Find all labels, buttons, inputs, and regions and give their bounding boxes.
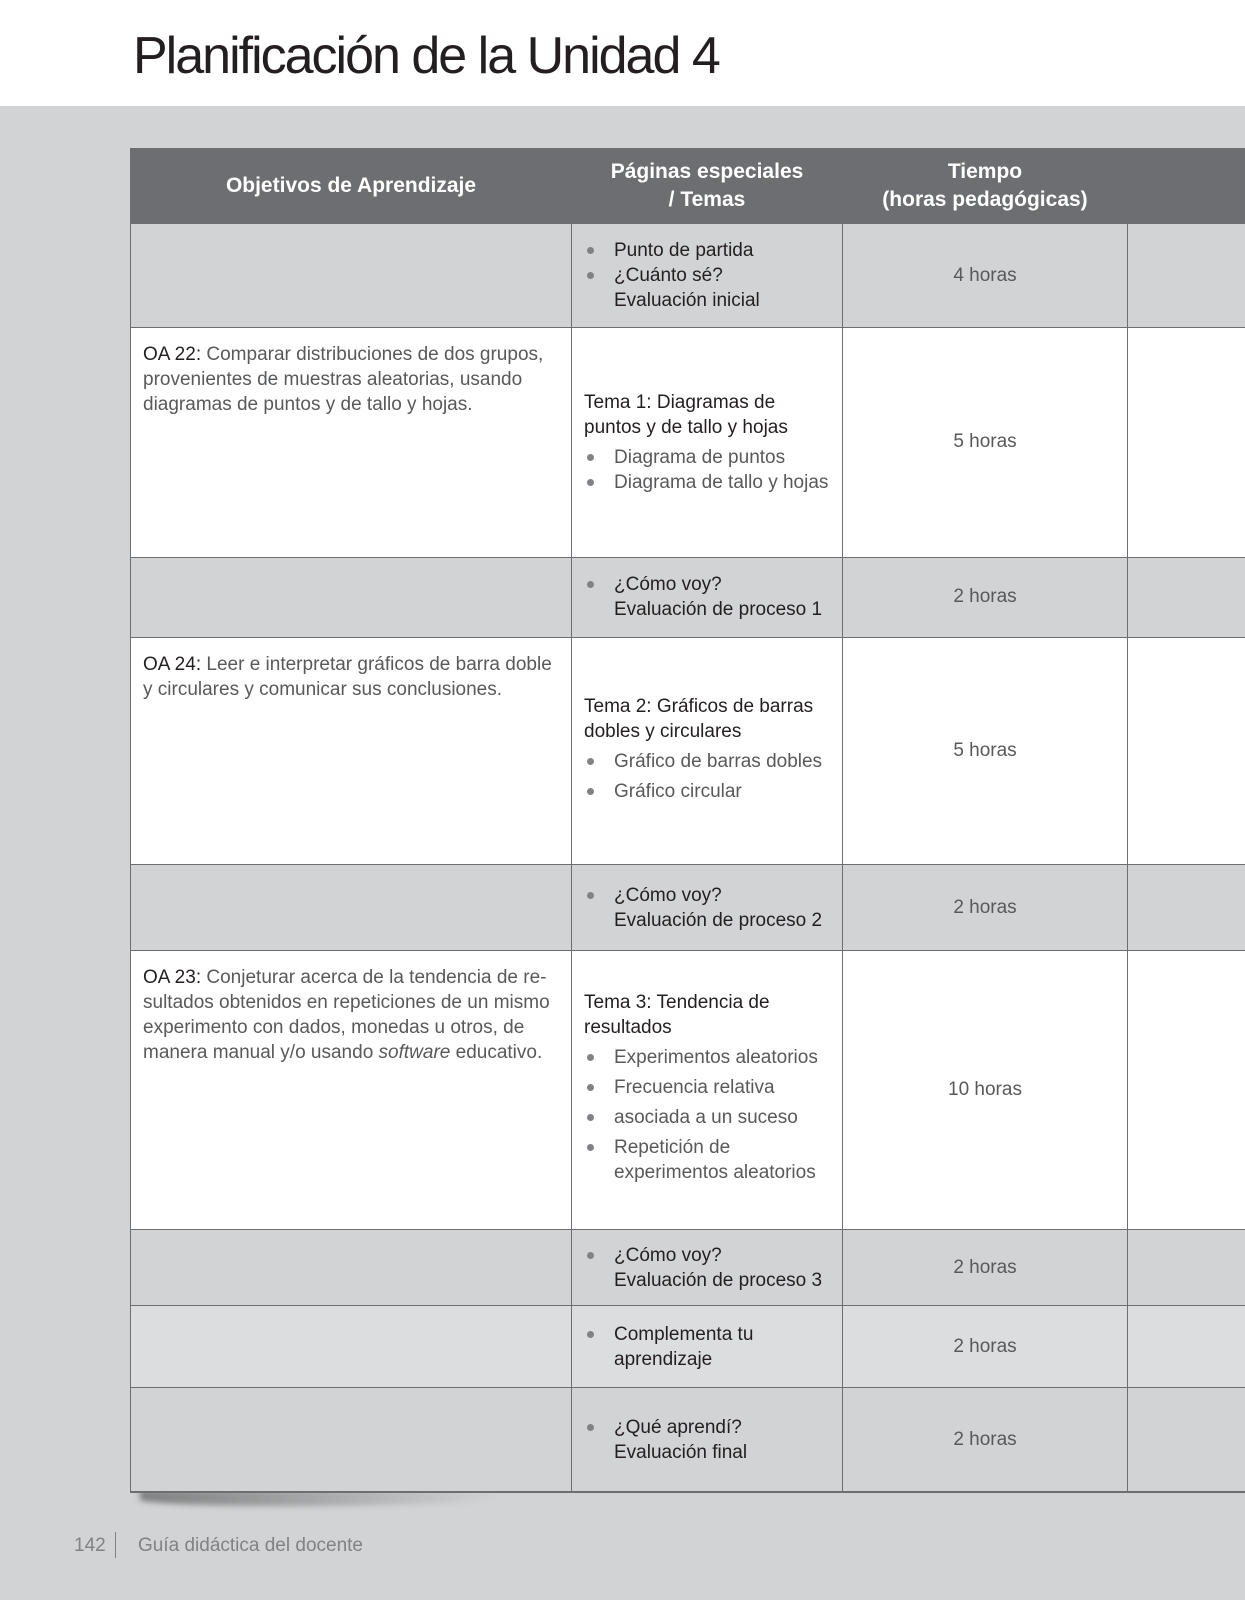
list-item-text: Complementa tu xyxy=(614,1323,754,1345)
objective-text: Conjeturar acerca de la tendencia de re- sultados obtenidos en repeticiones de un mismo experimento con dados, monedas u otros, de manera manual y/o usando xyxy=(143,967,550,1064)
list-item-continuation: experimentos aleatorios xyxy=(614,1162,816,1184)
list-item-continuation: Evaluación final xyxy=(614,1441,748,1463)
time-cell: 5 horas xyxy=(843,637,1128,864)
list-item-continuation: Evaluación de proceso 2 xyxy=(614,909,823,931)
list-item-text: ¿Cómo voy? xyxy=(614,884,722,906)
extra-cell xyxy=(1128,637,1245,864)
topic-title xyxy=(584,990,830,1040)
list-item-continuation: Evaluación inicial xyxy=(614,290,760,312)
footer-page-number: 142 xyxy=(74,1535,106,1556)
extra-cell xyxy=(1128,865,1245,951)
pages-cell xyxy=(572,951,843,1230)
pages-list xyxy=(584,445,830,495)
list-item: Experimentos aleatorios xyxy=(584,1045,830,1070)
list-item: Frecuencia relativa xyxy=(584,1075,830,1100)
topic-line: Tema 3: Tendencia de xyxy=(584,992,770,1014)
header-pages-line1: Páginas especiales xyxy=(610,160,804,183)
table-row xyxy=(131,557,1245,637)
list-item-continuation: aprendizaje xyxy=(614,1348,713,1370)
pages-cell xyxy=(572,865,843,951)
list-item-text: ¿Qué aprendí? xyxy=(614,1416,742,1438)
list-item-text: ¿Cuánto sé? xyxy=(614,265,723,287)
footer-divider xyxy=(115,1532,116,1558)
pages-cell xyxy=(572,224,843,328)
objective-cell xyxy=(131,637,572,864)
list-item-text: ¿Cómo voy? xyxy=(614,1244,722,1266)
topic-title xyxy=(584,694,830,744)
table-row xyxy=(131,1388,1245,1492)
topic-title xyxy=(584,390,830,440)
time-cell: 2 horas xyxy=(843,1229,1128,1305)
pages-list xyxy=(584,1243,830,1293)
pages-cell xyxy=(572,1388,843,1492)
objective-cell xyxy=(131,328,572,557)
extra-cell xyxy=(1128,328,1245,557)
pages-cell xyxy=(572,1306,843,1388)
objective-code: OA 23: xyxy=(143,967,202,989)
header-pages-line2: / Temas xyxy=(668,188,746,211)
table-row xyxy=(131,637,1245,864)
list-item: Gráfico circular xyxy=(584,779,830,804)
time-cell: 5 horas xyxy=(843,328,1128,557)
topic-line: puntos y de tallo y hojas xyxy=(584,416,788,438)
list-item: Diagrama de tallo y hojas xyxy=(584,470,830,495)
list-item xyxy=(584,883,830,933)
planning-table xyxy=(130,148,1245,1493)
list-item-continuation: Evaluación de proceso 3 xyxy=(614,1269,823,1291)
table-row xyxy=(131,1229,1245,1305)
extra-cell xyxy=(1128,224,1245,328)
extra-cell xyxy=(1128,557,1245,637)
pages-list xyxy=(584,1415,830,1465)
objective-code: OA 24: xyxy=(143,653,202,675)
objective-text: Leer e interpretar gráficos de barra doble y circulares y comunicar sus conclusiones. xyxy=(143,653,552,700)
table-row xyxy=(131,865,1245,951)
list-item xyxy=(584,572,830,622)
list-item xyxy=(584,263,830,313)
objective-cell xyxy=(131,1229,572,1305)
time-cell: 4 horas xyxy=(843,224,1128,328)
time-cell: 2 horas xyxy=(843,1388,1128,1492)
time-cell: 10 horas xyxy=(843,951,1128,1230)
header-time xyxy=(843,149,1128,224)
table-row xyxy=(131,951,1245,1230)
table-row xyxy=(131,328,1245,557)
pages-list xyxy=(584,1045,830,1185)
objective-text-italic: software xyxy=(378,1042,451,1064)
objective-text: Comparar distribuciones de dos grupos, provenientes de muestras aleatorias, usando diagramas de puntos y de tallo y hojas. xyxy=(143,344,544,416)
table-row xyxy=(131,224,1245,328)
page-title: Planificación de la Unidad 4 xyxy=(133,27,719,85)
extra-cell xyxy=(1128,1388,1245,1492)
header-objectives: Objetivos de Aprendizaje xyxy=(131,149,572,224)
list-item: Diagrama de puntos xyxy=(584,445,830,470)
pages-cell xyxy=(572,328,843,557)
list-item-text: ¿Cómo voy? xyxy=(614,574,722,596)
objective-cell xyxy=(131,1306,572,1388)
list-item: Punto de partida xyxy=(584,238,830,263)
pages-list xyxy=(584,238,830,313)
topic-line: Tema 1: Diagramas de xyxy=(584,391,776,413)
header-pages xyxy=(572,149,843,224)
pages-cell xyxy=(572,637,843,864)
objective-cell xyxy=(131,1388,572,1492)
extra-cell xyxy=(1128,1306,1245,1388)
time-cell: 2 horas xyxy=(843,557,1128,637)
time-cell: 2 horas xyxy=(843,1306,1128,1388)
table-row xyxy=(131,1306,1245,1388)
extra-cell xyxy=(1128,1229,1245,1305)
list-item xyxy=(584,1322,830,1372)
pages-list xyxy=(584,1322,830,1372)
topic-line: resultados xyxy=(584,1017,672,1039)
pages-list xyxy=(584,749,830,804)
topic-line: dobles y circulares xyxy=(584,720,742,742)
table-header-row xyxy=(131,149,1245,224)
objective-cell xyxy=(131,951,572,1230)
header-time-line1: Tiempo xyxy=(947,160,1023,183)
list-item xyxy=(584,1415,830,1465)
list-item-text: Repetición de xyxy=(614,1137,731,1159)
footer-book-title: Guía didáctica del docente xyxy=(138,1535,363,1556)
pages-list xyxy=(584,883,830,933)
objective-code: OA 22: xyxy=(143,344,202,366)
extra-cell xyxy=(1128,951,1245,1230)
objective-text: educativo. xyxy=(455,1042,543,1064)
time-cell: 2 horas xyxy=(843,865,1128,951)
objective-cell xyxy=(131,224,572,328)
list-item: asociada a un suceso xyxy=(584,1105,830,1130)
header-extra xyxy=(1128,149,1245,224)
list-item-continuation: Evaluación de proceso 1 xyxy=(614,599,823,621)
pages-list xyxy=(584,572,830,622)
objective-cell xyxy=(131,557,572,637)
pages-cell xyxy=(572,557,843,637)
list-item xyxy=(584,1135,830,1185)
list-item: Gráfico de barras dobles xyxy=(584,749,830,774)
pages-cell xyxy=(572,1229,843,1305)
topic-line: Tema 2: Gráficos de barras xyxy=(584,695,814,717)
list-item xyxy=(584,1243,830,1293)
objective-cell xyxy=(131,865,572,951)
header-time-line2: (horas pedagógicas) xyxy=(882,188,1088,211)
